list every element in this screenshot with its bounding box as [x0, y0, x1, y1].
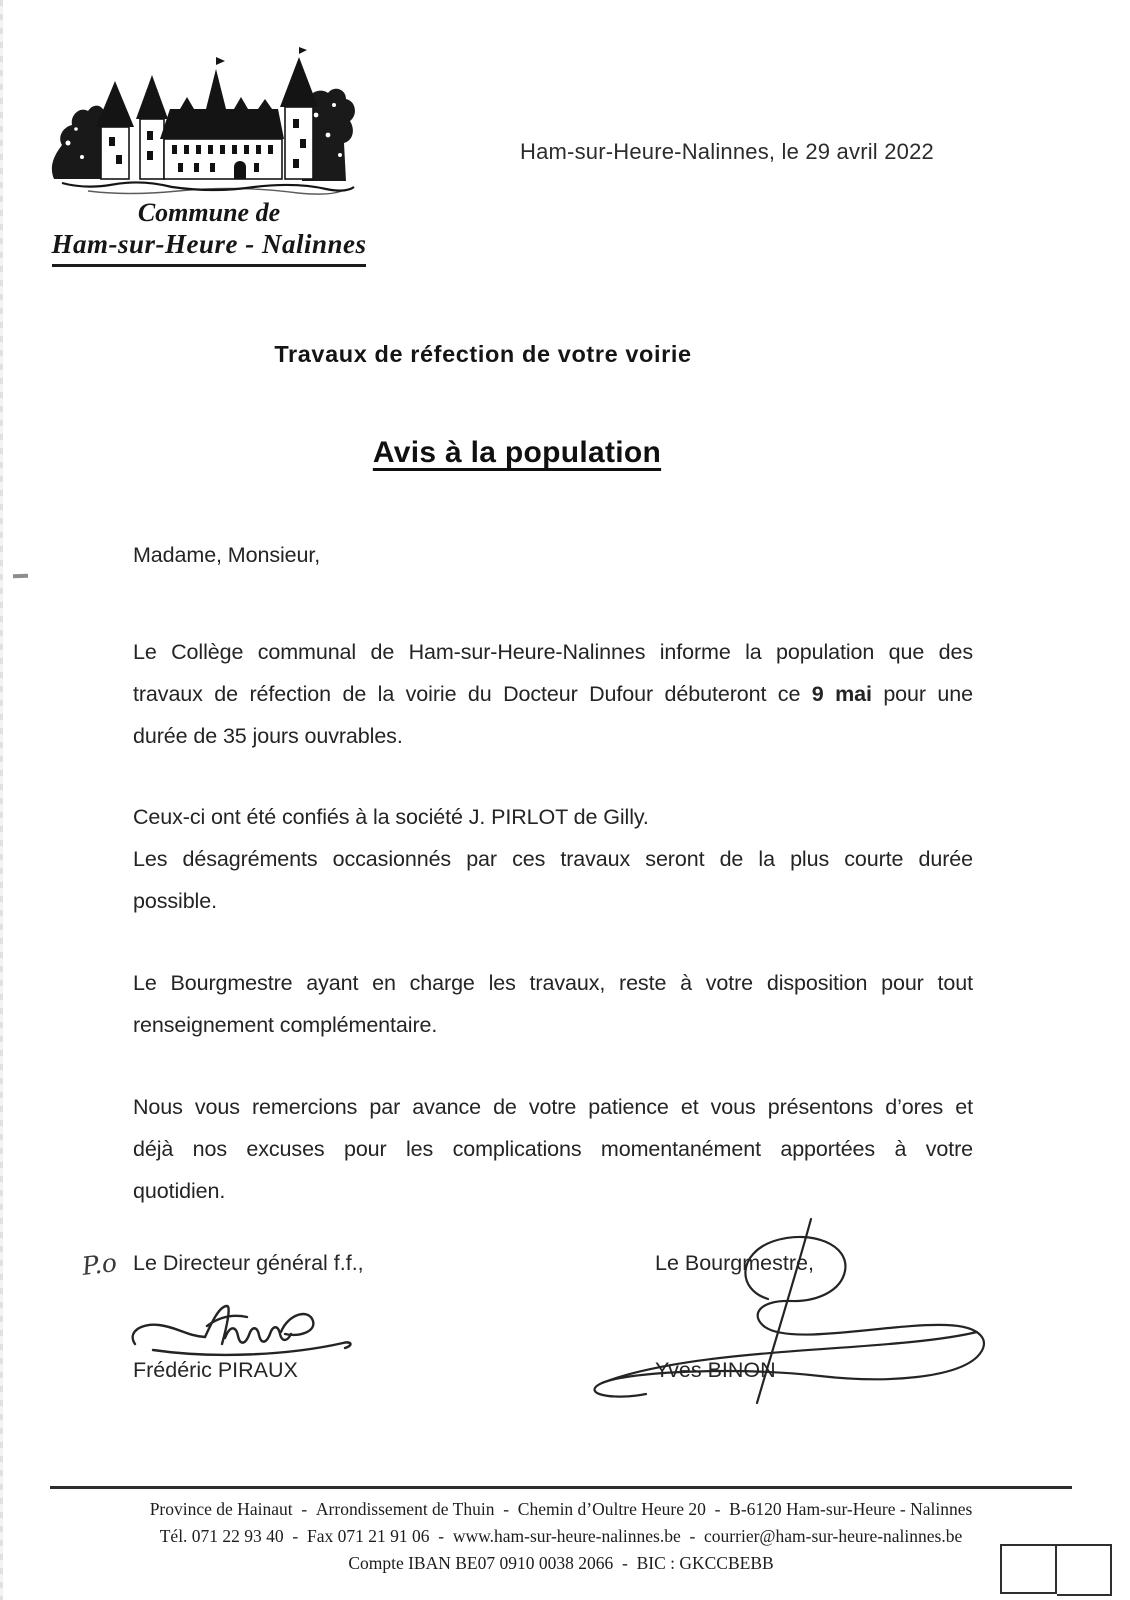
footer-separator [50, 1486, 1072, 1489]
notice-title: Avis à la population [372, 436, 662, 469]
footer-checkboxes [1000, 1544, 1112, 1596]
footer-bank: Compte IBAN BE07 0910 0038 2066 - BIC : GKCCBEBB [348, 1553, 774, 1573]
commune-name-line2: Ham-sur-Heure - Nalinnes [51, 229, 367, 259]
paragraph-line: travaux de réfection de la voirie du Docteur Dufour débuteront ce 9 mai pour une [133, 682, 973, 706]
paragraph-line: Le Collège communal de Ham-sur-Heure-Nalinnes informe la population que des [133, 640, 973, 664]
paragraph-line: durée de 35 jours ouvrables. [133, 724, 403, 748]
paragraph-line: Les désagréments occasionnés par ces travaux seront de la plus courte durée [133, 847, 973, 871]
right-signatory-name: Yves BINON [655, 1358, 776, 1382]
right-signatory-title: Le Bourgmestre, [655, 1251, 814, 1275]
po-handwritten-mark: P.o [80, 1247, 119, 1282]
date-line: Ham-sur-Heure-Nalinnes, le 29 avril 2022 [520, 139, 934, 164]
paragraph-line: possible. [133, 889, 217, 913]
paragraph-line: déjà nos excuses pour les complications momentanément apportées à votre [133, 1137, 973, 1161]
letter-title: Travaux de réfection de votre voirie [274, 341, 692, 367]
paragraph-line: quotidien. [133, 1179, 226, 1203]
paragraph-line: Nous vous remercions par avance de votre patience et vous présentons d’ores et [133, 1095, 973, 1119]
castle-engraving-icon [48, 45, 360, 197]
footer-box-left [1000, 1544, 1057, 1594]
paragraph-1 [133, 631, 973, 757]
left-signatory-title: Le Directeur général f.f., [133, 1251, 364, 1275]
commune-underline [52, 264, 366, 267]
fold-mark [13, 574, 28, 579]
left-signatory-name: Frédéric PIRAUX [133, 1358, 298, 1382]
footer-contact: Tél. 071 22 93 40 - Fax 071 21 91 06 - www.ham-sur-heure-nalinnes.be - courrier@ham-sur-heure-nalinnes.be [159, 1526, 963, 1546]
scan-edge-artifact [0, 0, 3, 1600]
paragraph-4 [133, 1086, 973, 1212]
paragraph-2 [133, 796, 973, 922]
commune-name [50, 198, 368, 260]
commune-name-line1: Commune de [137, 198, 281, 227]
footer-box-right [1057, 1544, 1112, 1596]
paragraph-line: renseignement complémentaire. [133, 1013, 438, 1037]
paragraph-line: Ceux-ci ont été confiés à la société J. PIRLOT de Gilly. [133, 805, 649, 829]
binon-signature [560, 1205, 1005, 1410]
salutation: Madame, Monsieur, [133, 543, 321, 567]
bold-date: 9 mai [811, 682, 872, 706]
paragraph-line: Le Bourgmestre ayant en charge les travaux, reste à votre disposition pour tout [133, 971, 973, 995]
paragraph-3 [133, 962, 973, 1046]
footer-address: Province de Hainaut - Arrondissement de Thuin - Chemin d’Oultre Heure 20 - B-6120 Ham-sur-Heure - Nalinnes [149, 1499, 973, 1519]
